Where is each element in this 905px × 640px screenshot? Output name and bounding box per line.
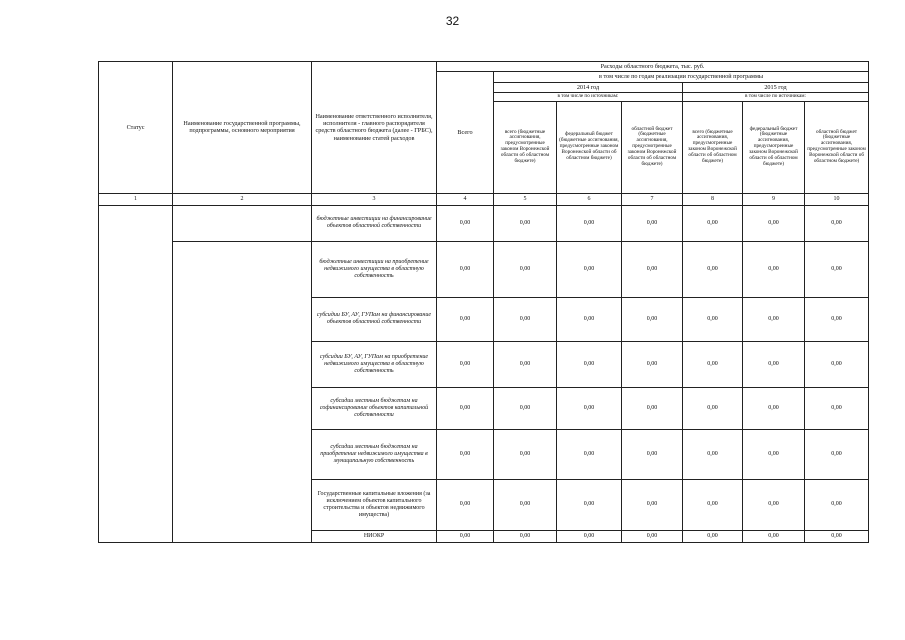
value-cell: 0,00 [805, 530, 869, 542]
value-cell: 0,00 [494, 530, 557, 542]
expense-item-name: субсидии местным бюджетам на приобретение недвижимого имущества в муниципальную собственность [312, 429, 437, 479]
header-col7: областной бюджет (бюджетные ассигнования, предусмотренные законом Воронежской области об областном бюджете) [622, 101, 683, 193]
status-cell [99, 297, 173, 341]
value-cell: 0,00 [743, 205, 805, 241]
value-cell: 0,00 [683, 241, 743, 297]
header-col10: областной бюджет (бюджетные ассигнования, предусмотренные законом Воронежской области об областном бюджете) [805, 101, 869, 193]
table-row [99, 479, 869, 530]
value-cell: 0,00 [805, 241, 869, 297]
value-cell: 0,00 [437, 341, 494, 387]
value-cell: 0,00 [494, 341, 557, 387]
value-cell: 0,00 [437, 530, 494, 542]
program-cell [173, 205, 312, 241]
value-cell: 0,00 [683, 387, 743, 429]
column-number: 9 [743, 193, 805, 205]
value-cell: 0,00 [437, 205, 494, 241]
value-cell: 0,00 [622, 341, 683, 387]
value-cell: 0,00 [622, 479, 683, 530]
value-cell: 0,00 [494, 297, 557, 341]
program-cell [173, 241, 312, 297]
value-cell: 0,00 [557, 205, 622, 241]
column-number: 3 [312, 193, 437, 205]
value-cell: 0,00 [622, 530, 683, 542]
value-cell: 0,00 [805, 205, 869, 241]
value-cell: 0,00 [743, 341, 805, 387]
table-row [99, 341, 869, 387]
status-cell [99, 530, 173, 542]
header-by-sources-2015: в том числе по источникам: [683, 92, 869, 101]
value-cell: 0,00 [494, 241, 557, 297]
value-cell: 0,00 [557, 530, 622, 542]
expense-item-name: субсидии БУ, АУ, ГУПам на финансирование объектов областной собственности [312, 297, 437, 341]
value-cell: 0,00 [743, 387, 805, 429]
value-cell: 0,00 [557, 387, 622, 429]
column-number: 10 [805, 193, 869, 205]
expense-item-name: НИОКР [312, 530, 437, 542]
expense-item-name: бюджетные инвестиции на приобретение недвижимого имущества в областную собственность [312, 241, 437, 297]
column-number: 5 [494, 193, 557, 205]
value-cell: 0,00 [805, 341, 869, 387]
value-cell: 0,00 [622, 429, 683, 479]
value-cell: 0,00 [743, 530, 805, 542]
table-row [99, 530, 869, 542]
header-year-2015: 2015 год [683, 82, 869, 92]
program-cell [173, 429, 312, 479]
expense-item-name: бюджетные инвестиции на финансирование объектов областной собственности [312, 205, 437, 241]
status-cell [99, 429, 173, 479]
value-cell: 0,00 [494, 479, 557, 530]
program-cell [173, 341, 312, 387]
header-program-name: Наименование государственной программы, подпрограммы, основного мероприятия [173, 62, 312, 194]
budget-table [98, 61, 869, 543]
header-total: Всего [437, 72, 494, 194]
header-col8: всего (бюджетные ассигнования, предусмотренные законом Воронежской области об областном бюджете) [683, 101, 743, 193]
value-cell: 0,00 [805, 479, 869, 530]
status-cell [99, 479, 173, 530]
header-executor: Наименование ответственного исполнителя, исполнителя - главного распорядителя средств областного бюджета (далее - ГРБС), наименование статей расходов [312, 62, 437, 194]
program-cell [173, 530, 312, 542]
value-cell: 0,00 [557, 341, 622, 387]
value-cell: 0,00 [683, 429, 743, 479]
header-status: Статус [99, 62, 173, 194]
value-cell: 0,00 [683, 297, 743, 341]
value-cell: 0,00 [743, 241, 805, 297]
table-row [99, 297, 869, 341]
value-cell: 0,00 [557, 479, 622, 530]
value-cell: 0,00 [743, 429, 805, 479]
value-cell: 0,00 [743, 297, 805, 341]
status-cell [99, 387, 173, 429]
column-number: 8 [683, 193, 743, 205]
value-cell: 0,00 [494, 387, 557, 429]
column-number: 2 [173, 193, 312, 205]
value-cell: 0,00 [622, 205, 683, 241]
value-cell: 0,00 [683, 530, 743, 542]
value-cell: 0,00 [743, 479, 805, 530]
value-cell: 0,00 [622, 241, 683, 297]
value-cell: 0,00 [437, 241, 494, 297]
value-cell: 0,00 [805, 387, 869, 429]
header-col5: всего (бюджетные ассигнования, предусмотренные законом Воронежской области об областном бюджете) [494, 101, 557, 193]
expense-item-name: субсидии БУ, АУ, ГУПам на приобретение недвижимого имущества в областную собственность [312, 341, 437, 387]
table-row [99, 429, 869, 479]
expense-item-name: Государственные капитальные вложения (за исключением объектов капитального строительства и объектов недвижимого имущества) [312, 479, 437, 530]
program-cell [173, 479, 312, 530]
status-cell [99, 341, 173, 387]
value-cell: 0,00 [683, 205, 743, 241]
table-row [99, 241, 869, 297]
value-cell: 0,00 [557, 429, 622, 479]
value-cell: 0,00 [805, 297, 869, 341]
column-number: 4 [437, 193, 494, 205]
header-by-years: в том числе по годам реализации государственной программы [494, 72, 869, 82]
column-number: 7 [622, 193, 683, 205]
header-year-2014: 2014 год [494, 82, 683, 92]
column-number: 1 [99, 193, 173, 205]
value-cell: 0,00 [622, 297, 683, 341]
value-cell: 0,00 [437, 429, 494, 479]
program-cell [173, 387, 312, 429]
value-cell: 0,00 [683, 341, 743, 387]
value-cell: 0,00 [437, 479, 494, 530]
table-row [99, 387, 869, 429]
page-number: 32 [445, 14, 460, 28]
program-cell [173, 297, 312, 341]
value-cell: 0,00 [494, 429, 557, 479]
value-cell: 0,00 [683, 479, 743, 530]
value-cell: 0,00 [494, 205, 557, 241]
column-number: 6 [557, 193, 622, 205]
value-cell: 0,00 [622, 387, 683, 429]
value-cell: 0,00 [437, 297, 494, 341]
column-number-row [99, 193, 869, 205]
status-cell [99, 241, 173, 297]
value-cell: 0,00 [557, 241, 622, 297]
table-row [99, 205, 869, 241]
value-cell: 0,00 [805, 429, 869, 479]
status-cell [99, 205, 173, 241]
expense-item-name: субсидии местным бюджетам на софинансирование объектов капитальной собственности [312, 387, 437, 429]
header-col9: федеральный бюджет (бюджетные ассигнования, предусмотренные законом Воронежской области об областном бюджете) [743, 101, 805, 193]
value-cell: 0,00 [557, 297, 622, 341]
header-col6: федеральный бюджет (бюджетные ассигнования, предусмотренные законом Воронежской области об областном бюджете) [557, 101, 622, 193]
header-by-sources-2014: в том числе по источникам: [494, 92, 683, 101]
header-expenses-title: Расходы областного бюджета, тыс. руб. [437, 62, 869, 72]
value-cell: 0,00 [437, 387, 494, 429]
